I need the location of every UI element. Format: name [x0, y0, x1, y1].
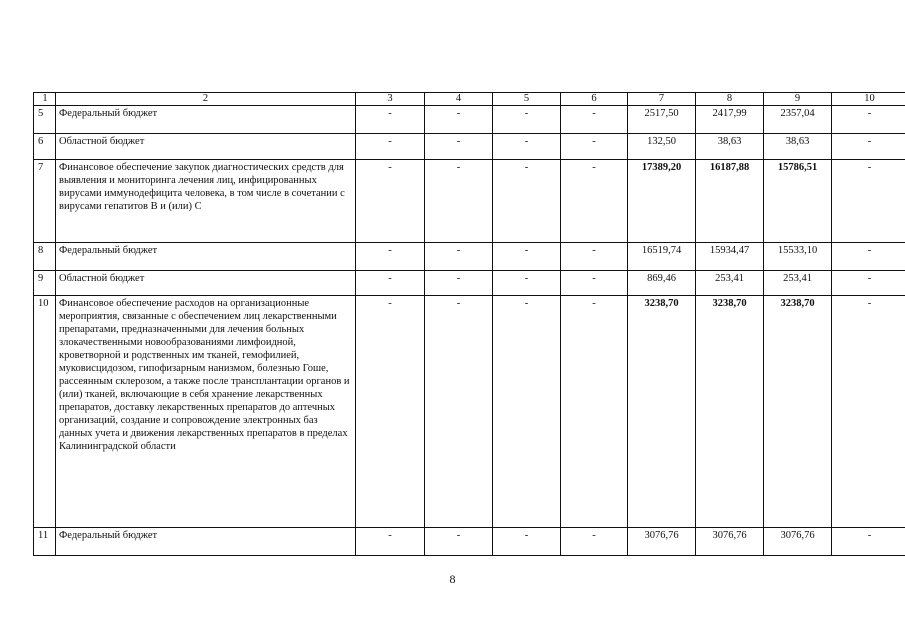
- cell-col-5: -: [493, 106, 561, 134]
- cell-col-6: -: [561, 528, 628, 556]
- column-number-6: 6: [561, 93, 628, 106]
- table-row: [34, 106, 905, 134]
- cell-col-8: 3238,70: [696, 296, 764, 528]
- cell-col-9: 15786,51: [764, 160, 832, 243]
- cell-col-6: -: [561, 296, 628, 528]
- cell-col-6: -: [561, 243, 628, 271]
- cell-col-5: -: [493, 528, 561, 556]
- cell-col-5: -: [493, 296, 561, 528]
- table-row: [34, 243, 905, 271]
- row-number: 7: [34, 160, 56, 243]
- cell-col-10: -: [832, 134, 905, 160]
- cell-col-4: -: [425, 160, 493, 243]
- cell-col-10: -: [832, 106, 905, 134]
- cell-col-10: -: [832, 528, 905, 556]
- cell-col-5: -: [493, 160, 561, 243]
- column-number-4: 4: [425, 93, 493, 106]
- row-number: 8: [34, 243, 56, 271]
- row-number: 6: [34, 134, 56, 160]
- cell-col-6: -: [561, 106, 628, 134]
- column-number-9: 9: [764, 93, 832, 106]
- cell-col-7: 16519,74: [628, 243, 696, 271]
- cell-col-6: -: [561, 271, 628, 296]
- cell-col-10: -: [832, 271, 905, 296]
- cell-col-7: 3238,70: [628, 296, 696, 528]
- cell-col-4: -: [425, 296, 493, 528]
- table-row: [34, 134, 905, 160]
- row-label: Федеральный бюджет: [56, 106, 356, 134]
- cell-col-3: -: [356, 134, 425, 160]
- cell-col-4: -: [425, 271, 493, 296]
- row-number: 11: [34, 528, 56, 556]
- table-row: [34, 160, 905, 243]
- cell-col-8: 15934,47: [696, 243, 764, 271]
- cell-col-3: -: [356, 243, 425, 271]
- cell-col-8: 3076,76: [696, 528, 764, 556]
- cell-col-3: -: [356, 528, 425, 556]
- cell-col-10: -: [832, 160, 905, 243]
- row-label: Федеральный бюджет: [56, 528, 356, 556]
- cell-col-7: 869,46: [628, 271, 696, 296]
- cell-col-7: 2517,50: [628, 106, 696, 134]
- cell-col-5: -: [493, 271, 561, 296]
- row-label: Областной бюджет: [56, 271, 356, 296]
- row-label: Финансовое обеспечение расходов на организационные мероприятия, связанные с обеспечением лиц лекарственными препаратами, предназначенными для лечения больных злокачественными новообразованиями лимфоидной, кроветворной и родственных им тканей, гемофилией, муковисцидозом, гипофизарным нанизмом, болезнью Гоше, рассеянным склерозом, а также после трансплантации органов и (или) тканей, включающие в себя хранение лекарственных препаратов, доставку лекарственных препаратов до аптечных организаций, создание и сопровождение электронных баз данных учета и движения лекарственных препаратов в пределах Калининградской области: [56, 296, 356, 528]
- cell-col-9: 3076,76: [764, 528, 832, 556]
- cell-col-4: -: [425, 106, 493, 134]
- table-row: [34, 296, 905, 528]
- cell-col-4: -: [425, 243, 493, 271]
- column-number-2: 2: [56, 93, 356, 106]
- cell-col-3: -: [356, 271, 425, 296]
- cell-col-8: 16187,88: [696, 160, 764, 243]
- row-number: 5: [34, 106, 56, 134]
- cell-col-7: 3076,76: [628, 528, 696, 556]
- cell-col-8: 253,41: [696, 271, 764, 296]
- cell-col-9: 253,41: [764, 271, 832, 296]
- cell-col-7: 132,50: [628, 134, 696, 160]
- cell-col-10: -: [832, 243, 905, 271]
- cell-col-5: -: [493, 134, 561, 160]
- column-number-5: 5: [493, 93, 561, 106]
- cell-col-4: -: [425, 134, 493, 160]
- budget-table: [33, 92, 905, 556]
- cell-col-6: -: [561, 134, 628, 160]
- cell-col-3: -: [356, 160, 425, 243]
- cell-col-4: -: [425, 528, 493, 556]
- column-number-3: 3: [356, 93, 425, 106]
- cell-col-9: 15533,10: [764, 243, 832, 271]
- cell-col-8: 2417,99: [696, 106, 764, 134]
- row-label: Федеральный бюджет: [56, 243, 356, 271]
- cell-col-7: 17389,20: [628, 160, 696, 243]
- cell-col-9: 3238,70: [764, 296, 832, 528]
- row-label: Финансовое обеспечение закупок диагностических средств для выявления и мониторинга лечения лиц, инфицированных вирусами иммунодефицита человека, в том числе в сочетании с вирусами гепатитов В и (или) С: [56, 160, 356, 243]
- column-number-7: 7: [628, 93, 696, 106]
- cell-col-10: -: [832, 296, 905, 528]
- table-row: [34, 271, 905, 296]
- column-number-8: 8: [696, 93, 764, 106]
- cell-col-8: 38,63: [696, 134, 764, 160]
- cell-col-5: -: [493, 243, 561, 271]
- row-number: 9: [34, 271, 56, 296]
- row-number: 10: [34, 296, 56, 528]
- table-body: [34, 93, 905, 556]
- cell-col-9: 38,63: [764, 134, 832, 160]
- cell-col-9: 2357,04: [764, 106, 832, 134]
- row-label: Областной бюджет: [56, 134, 356, 160]
- cell-col-3: -: [356, 296, 425, 528]
- cell-col-6: -: [561, 160, 628, 243]
- page-number: 8: [449, 572, 456, 586]
- column-number-10: 10: [832, 93, 905, 106]
- cell-col-3: -: [356, 106, 425, 134]
- column-number-header-row: [34, 93, 905, 106]
- column-number-1: 1: [34, 93, 56, 106]
- table-row: [34, 528, 905, 556]
